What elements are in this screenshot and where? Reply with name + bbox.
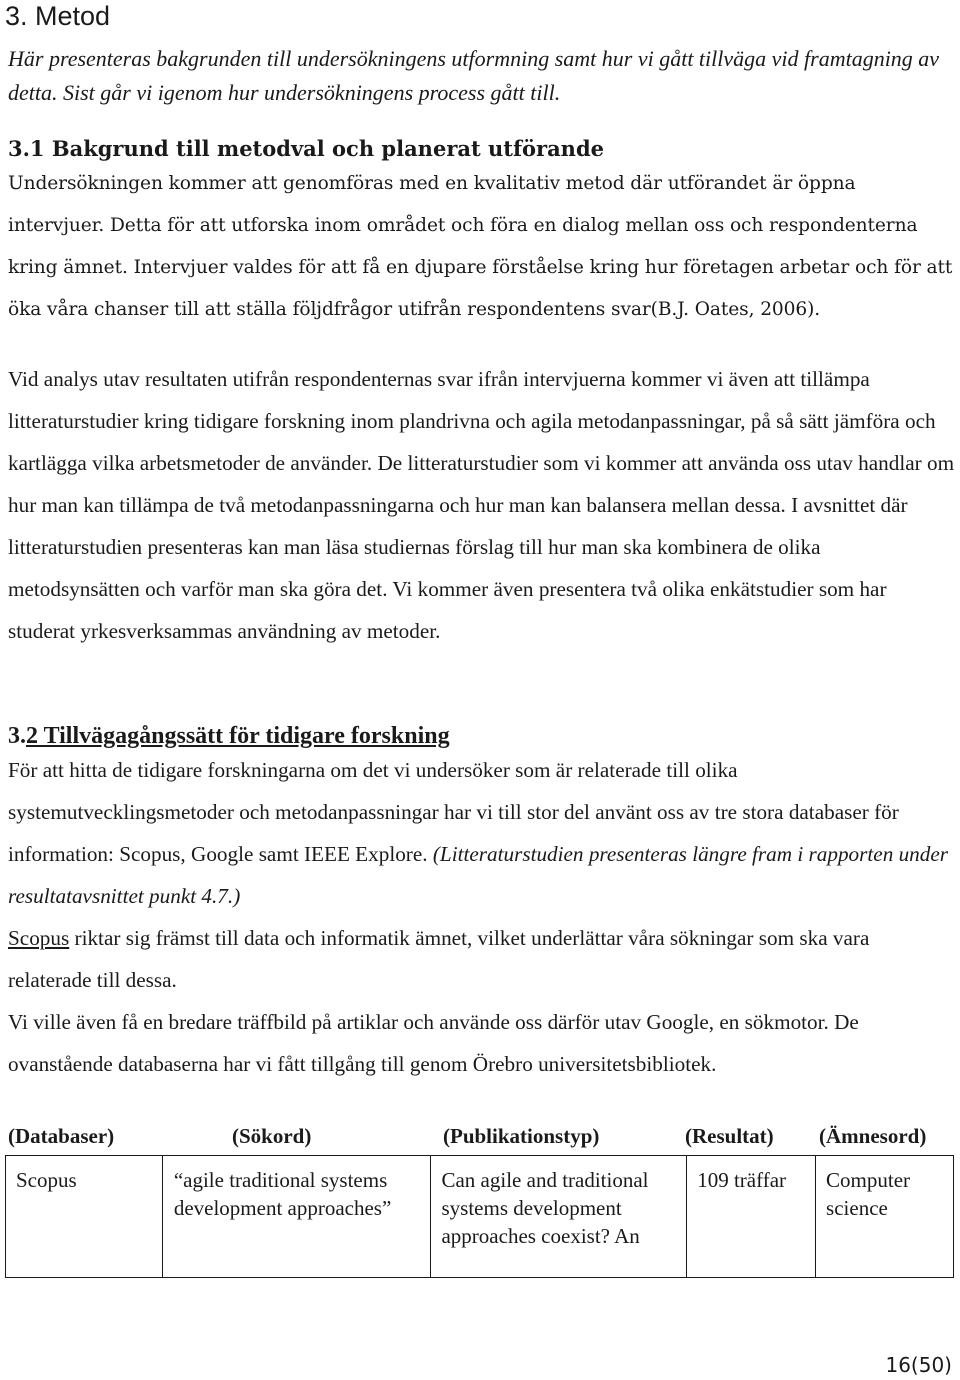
table-header-databaser: (Databaser)	[8, 1124, 115, 1148]
section-3-2-paragraph-2	[8, 917, 956, 1001]
cell-publication: Can agile and traditional systems development approaches coexist? An	[431, 1156, 687, 1278]
chapter-title: 3. Metod	[5, 1, 111, 31]
table-row	[6, 1156, 954, 1278]
table-header-amnesord: (Ämnesord)	[819, 1124, 927, 1148]
cell-subject: Computer science	[816, 1156, 954, 1278]
section-3-2-paragraph-3: Vi ville även få en bredare träffbild på artiklar och använde oss därför utav Google, en sökmotor. De ovanstående databaserna har vi fått tillgång till genom Örebro universitetsbibliotek.	[8, 1010, 859, 1076]
section-3-2-paragraph-1-text: För att hitta de tidigare forskningarna om det vi undersöker som är relaterade till olika systemutvecklingsmetoder och metodanpassningar har vi till stor del använt oss av tre stora databaser för information: Scopus, Google samt IEEE Explore.	[8, 758, 899, 866]
section-3-1-paragraph-2: Vid analys utav resultaten utifrån respondenternas svar ifrån intervjuerna kommer vi även att tillämpa litteraturstudier kring tidigare forskning inom plandrivna och agila metodanpassningar, på så sätt jämföra och kartlägga vilka arbetsmetoder de använder. De litteraturstudier som vi kommer att använda oss utav handlar om hur man kan tillämpa de två metodanpassningarna och hur man kan balansera mellan dessa. I avsnittet där litteraturstudien presenteras kan man läsa studiernas förslag till hur man ska kombinera de olika metodsynsätten och varför man ska göra det. Vi kommer även presentera två olika enkätstudier som har studerat yrkesverksammas användning av metoder.	[8, 367, 955, 643]
page-number: 16(50)	[885, 1353, 952, 1377]
table-header-sokord: (Sökord)	[232, 1124, 312, 1148]
section-3-2-paragraph-1	[8, 749, 956, 917]
section-3-2-title-text: 2 Tillvägagångssätt för tidigare forskning	[26, 723, 450, 749]
section-3-1-title: 3.1 Bakgrund till metodval och planerat utförande	[8, 136, 604, 161]
section-3-1-paragraph-1: Undersökningen kommer att genomföras med en kvalitativ metod där utförandet är öppna intervjuer. Detta för att utforska inom området och föra en dialog mellan oss och respondenterna kring ämnet. Intervjuer valdes för att få en djupare förståelse kring hur företagen arbetar och för att öka våra chanser till att ställa följdfrågor utifrån respondentens svar(B.J. Oates, 2006).	[8, 173, 953, 320]
section-3-2-title	[8, 721, 450, 751]
table-header-resultat: (Resultat)	[685, 1124, 774, 1148]
chapter-intro: Här presenteras bakgrunden till undersökningens utformning samt hur vi gått tillväga vid framtagning av detta. Sist går vi igenom hur undersökningens process gått till.	[8, 46, 940, 105]
search-results-table	[5, 1155, 954, 1278]
section-3-2-paragraph-1-note: (Litteraturstudien presenteras längre fram i rapporten under resultatavsnittet punkt 4.7.)	[8, 842, 949, 908]
section-3-2-paragraph-2-text: riktar sig främst till data och informatik ämnet, vilket underlättar våra sökningar som ska vara relaterade till dessa.	[8, 926, 870, 992]
section-3-2-title-number: 3.	[8, 723, 26, 749]
scopus-link[interactable]: Scopus	[8, 926, 70, 950]
cell-result: 109 träffar	[687, 1156, 816, 1278]
cell-search-terms: “agile traditional systems development approaches”	[162, 1156, 431, 1278]
cell-database: Scopus	[6, 1156, 163, 1278]
table-header-publikationstyp: (Publikationstyp)	[443, 1124, 600, 1148]
